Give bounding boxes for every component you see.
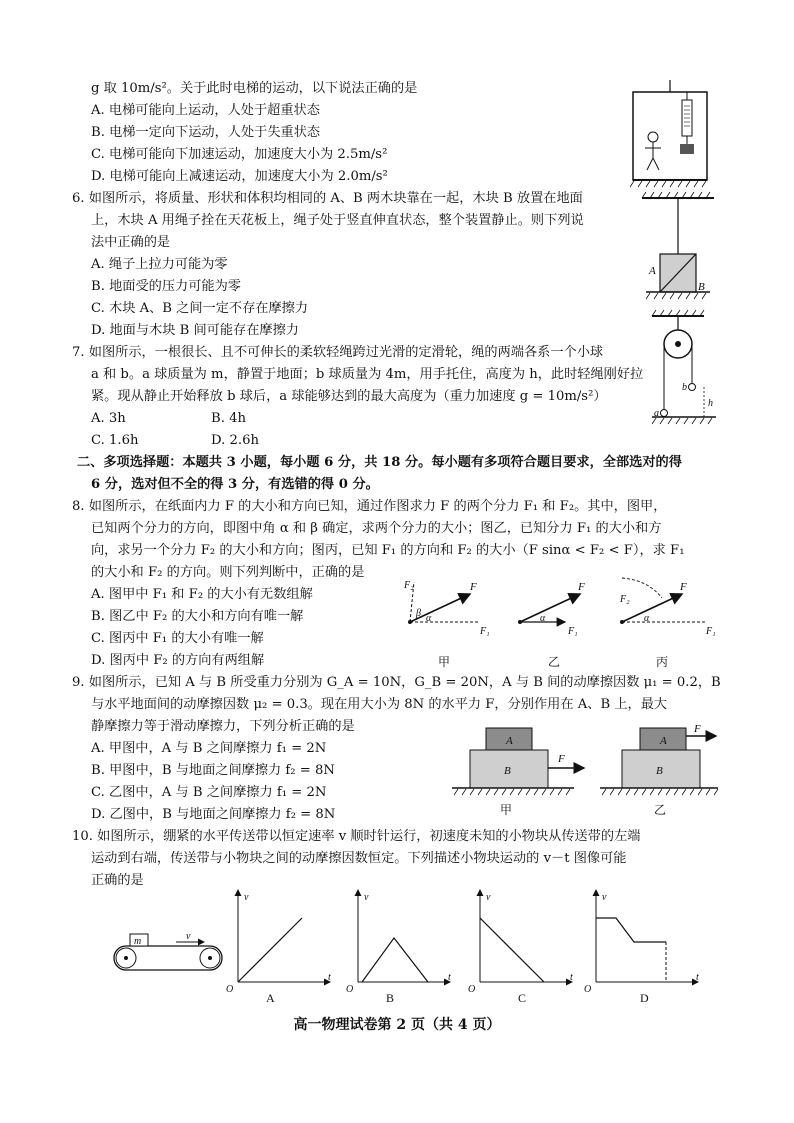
q9-jia-a: A <box>506 735 513 747</box>
q8-stem-line: 的大小和 F₂ 的方向。则下列判断中，正确的是 <box>91 565 365 580</box>
graph-b-origin: O <box>346 984 354 995</box>
graph-a-t: t <box>328 972 331 983</box>
q6-label-b: B <box>698 281 705 293</box>
q8-forces-figure <box>400 572 720 672</box>
q5-option-d: D. 电梯可能向上减速运动，加速度大小为 2.0m/s² <box>91 169 388 184</box>
q8-jia-f2: F₂ <box>404 580 414 591</box>
q8-caption-jia: 甲 <box>438 655 451 669</box>
q10-conveyor-figure <box>108 928 228 978</box>
q5-option-b: B. 电梯一定向下运动，人处于失重状态 <box>91 125 321 140</box>
q9-yi-f: F <box>694 723 701 735</box>
q9-stem-line: 9. 如图所示，已知 A 与 B 所受重力分别为 G_A = 10N，G_B = 20N，A 与 B 间的动摩擦因数 μ₁ = 0.2，B <box>72 675 721 690</box>
graph-a-caption: A <box>266 991 275 1005</box>
graph-b-t: t <box>448 972 451 983</box>
q10-stem-line: 正确的是 <box>91 873 144 888</box>
q8-bing-f1: F₁ <box>706 626 716 637</box>
q10-stem-line: 运动到右端，传送带与小物块之间的动摩擦因数恒定。下列描述小物块运动的 v－t 图像可能 <box>91 851 627 866</box>
q7-option-a: A. 3h <box>91 411 126 426</box>
graph-d-origin: O <box>584 984 592 995</box>
page-footer: 高一物理试卷第 2 页（共 4 页） <box>293 1017 501 1033</box>
q5-elevator-figure <box>630 80 710 200</box>
q5-stem-line: g 取 10m/s²。关于此时电梯的运动，以下说法正确的是 <box>91 81 418 96</box>
q10-belt-v: v <box>186 931 191 942</box>
q7-label-h: h <box>708 398 713 409</box>
q5-option-a: A. 电梯可能向上运动，人处于超重状态 <box>91 103 320 118</box>
q7-option-d: D. 2.6h <box>211 433 259 448</box>
graph-b-v: v <box>364 892 369 903</box>
q9-stem-line: 静摩擦力等于滑动摩擦力，下列分析正确的是 <box>91 719 355 734</box>
graph-a-v: v <box>244 892 249 903</box>
q6-stem-line: 法中正确的是 <box>91 235 171 250</box>
q8-stem-line: 8. 如图所示，在纸面内力 F 的大小和方向已知，通过作图求力 F 的两个分力 F₁ 和 F₂。其中，图甲， <box>72 499 667 514</box>
q9-yi-a: A <box>660 735 667 747</box>
q9-jia-f: F <box>558 753 565 765</box>
q6-option-a: A. 绳子上拉力可能为零 <box>91 257 228 272</box>
q10-vt-graphs <box>222 884 722 1006</box>
q7-stem-line: a 和 b。a 球质量为 m，静置于地面；b 球质量为 4m，用手托住，高度为 h，此时轻绳刚好拉 <box>91 367 644 382</box>
q9-caption-jia: 甲 <box>500 803 513 817</box>
graph-b-caption: B <box>386 991 395 1005</box>
q8-jia-f1: F₁ <box>480 626 490 637</box>
q8-option-d: D. 图丙中 F₂ 的方向有两组解 <box>91 653 265 668</box>
q8-jia-beta: β <box>416 608 421 619</box>
q8-jia-alpha: α <box>426 613 432 624</box>
q7-pulley-figure <box>648 314 720 424</box>
graph-d-v: v <box>602 892 607 903</box>
q9-yi-b: B <box>656 765 663 777</box>
q9-option-c: C. 乙图中，A 与 B 之间摩擦力 f₁ = 2N <box>91 785 327 800</box>
q7-stem-line: 7. 如图所示，一根很长、且不可伸长的柔软轻绳跨过光滑的定滑轮，绳的两端各系一个小球 <box>72 345 604 360</box>
q6-option-d: D. 地面与木块 B 间可能存在摩擦力 <box>91 323 299 338</box>
q6-blocks-figure <box>642 196 714 306</box>
q8-jia-f: F <box>470 581 477 593</box>
q8-yi-f1: F₁ <box>568 626 578 637</box>
q9-option-b: B. 甲图中，B 与地面之间摩擦力 f₂ = 8N <box>91 763 335 778</box>
q8-option-a: A. 图甲中 F₁ 和 F₂ 的大小有无数组解 <box>91 587 313 602</box>
q7-label-a: a <box>654 408 659 419</box>
q7-stem-line: 紧。现从静止开始释放 b 球后，a 球能够达到的最大高度为（重力加速度 g = 10m/s²） <box>91 389 607 404</box>
q8-yi-f: F <box>578 581 585 593</box>
q8-stem-line: 向，求另一个分力 F₂ 的大小和方向；图丙，已知 F₁ 的方向和 F₂ 的大小（F sinα < F₂ < F），求 F₁ <box>91 543 685 558</box>
q9-caption-yi: 乙 <box>654 803 667 817</box>
q7-option-c: C. 1.6h <box>91 433 139 448</box>
q10-block-m: m <box>134 936 142 947</box>
q6-stem-line: 上，木块 A 用绳子拴在天花板上，绳子处于竖直伸直状态，整个装置静止。则下列说 <box>91 213 584 228</box>
graph-a-origin: O <box>226 984 234 995</box>
graph-c-t: t <box>570 972 573 983</box>
q8-yi-alpha: α <box>540 613 546 624</box>
section-heading: 二、多项选择题：本题共 3 小题，每小题 6 分，共 18 分。每小题有多项符合题目要求，全部选对的得 <box>77 455 682 470</box>
q9-stem-line: 与水平地面间的动摩擦因数 μ₂ = 0.3。现在用大小为 8N 的水平力 F，分别作用在 A、B 上，最大 <box>91 697 668 712</box>
q6-option-c: C. 木块 A、B 之间一定不存在摩擦力 <box>91 301 309 316</box>
q9-blocks-figure <box>450 722 720 822</box>
section-heading: 6 分，选对但不全的得 3 分，有选错的得 0 分。 <box>91 477 379 492</box>
q8-bing-f2: F₂ <box>620 594 630 605</box>
q7-option-b: B. 4h <box>211 411 246 426</box>
q6-label-a: A <box>649 265 656 277</box>
graph-d-t: t <box>696 972 699 983</box>
q8-caption-bing: 丙 <box>656 655 669 669</box>
q9-option-a: A. 甲图中，A 与 B 之间摩擦力 f₁ = 2N <box>91 741 327 756</box>
graph-c-caption: C <box>518 991 527 1005</box>
q8-caption-yi: 乙 <box>548 655 561 669</box>
q6-option-b: B. 地面受的压力可能为零 <box>91 279 241 294</box>
graph-c-origin: O <box>468 984 476 995</box>
q8-stem-line: 已知两个分力的方向，即图中角 α 和 β 确定，求两个分力的大小；图乙，已知分力 F₁ 的大小和方 <box>91 521 662 536</box>
q9-option-d: D. 乙图中，B 与地面之间摩擦力 f₂ = 8N <box>91 807 336 822</box>
q8-bing-f: F <box>680 581 687 593</box>
q8-bing-alpha: α <box>644 613 650 624</box>
q9-jia-b: B <box>504 765 511 777</box>
q5-option-c: C. 电梯可能向下加速运动，加速度大小为 2.5m/s² <box>91 147 388 162</box>
q10-stem-line: 10. 如图所示，绷紧的水平传送带以恒定速率 v 顺时针运行，初速度未知的小物块从传送带的左端 <box>72 829 641 844</box>
q6-stem-line: 6. 如图所示，将质量、形状和体积均相同的 A、B 两木块靠在一起，木块 B 放置在地面 <box>72 191 583 206</box>
q8-option-b: B. 图乙中 F₂ 的大小和方向有唯一解 <box>91 609 304 624</box>
q8-option-c: C. 图丙中 F₁ 的大小有唯一解 <box>91 631 264 646</box>
graph-d-caption: D <box>640 991 649 1005</box>
graph-c-v: v <box>486 892 491 903</box>
q7-label-b: b <box>682 382 687 393</box>
